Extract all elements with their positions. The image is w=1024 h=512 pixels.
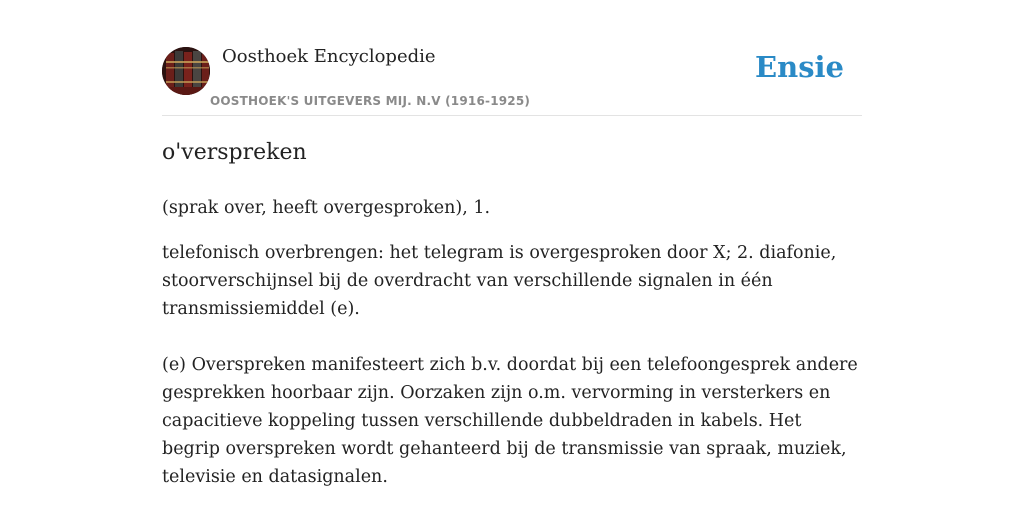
entry-paragraph: (e) Overspreken manifesteert zich b.v. doordat bij een telefoongesprek andere gesprekken hoorbaar zijn. Oorzaken zijn o.m. vervorming in versterkers en capacitieve koppeling tussen verschillende dubbeldraden in kabels. Het begrip overspreken wordt gehanteerd bij de transmissie van spraak, muziek, televisie en datasignalen. <box>162 355 858 487</box>
source-header <box>162 0 862 116</box>
source-name[interactable]: Oosthoek Encyclopedie <box>222 46 436 67</box>
entry-lead: (sprak over, heeft overgesproken), 1. <box>162 198 491 218</box>
brand-logo[interactable]: Ensie <box>755 50 844 84</box>
source-subtitle: OOSTHOEK'S UITGEVERS MIJ. N.V (1916-1925) <box>210 94 531 108</box>
entry-body <box>162 239 862 491</box>
entry-card <box>162 0 862 512</box>
books-illustration <box>162 47 210 95</box>
encyclopedia-books-icon[interactable] <box>162 47 210 95</box>
entry-paragraph: telefonisch overbrengen: het telegram is overgesproken door X; 2. diafonie, stoorverschijnsel bij de overdracht van verschillende signalen in één transmissiemiddel (e). <box>162 243 837 319</box>
entry-title: o'verspreken <box>162 140 307 165</box>
